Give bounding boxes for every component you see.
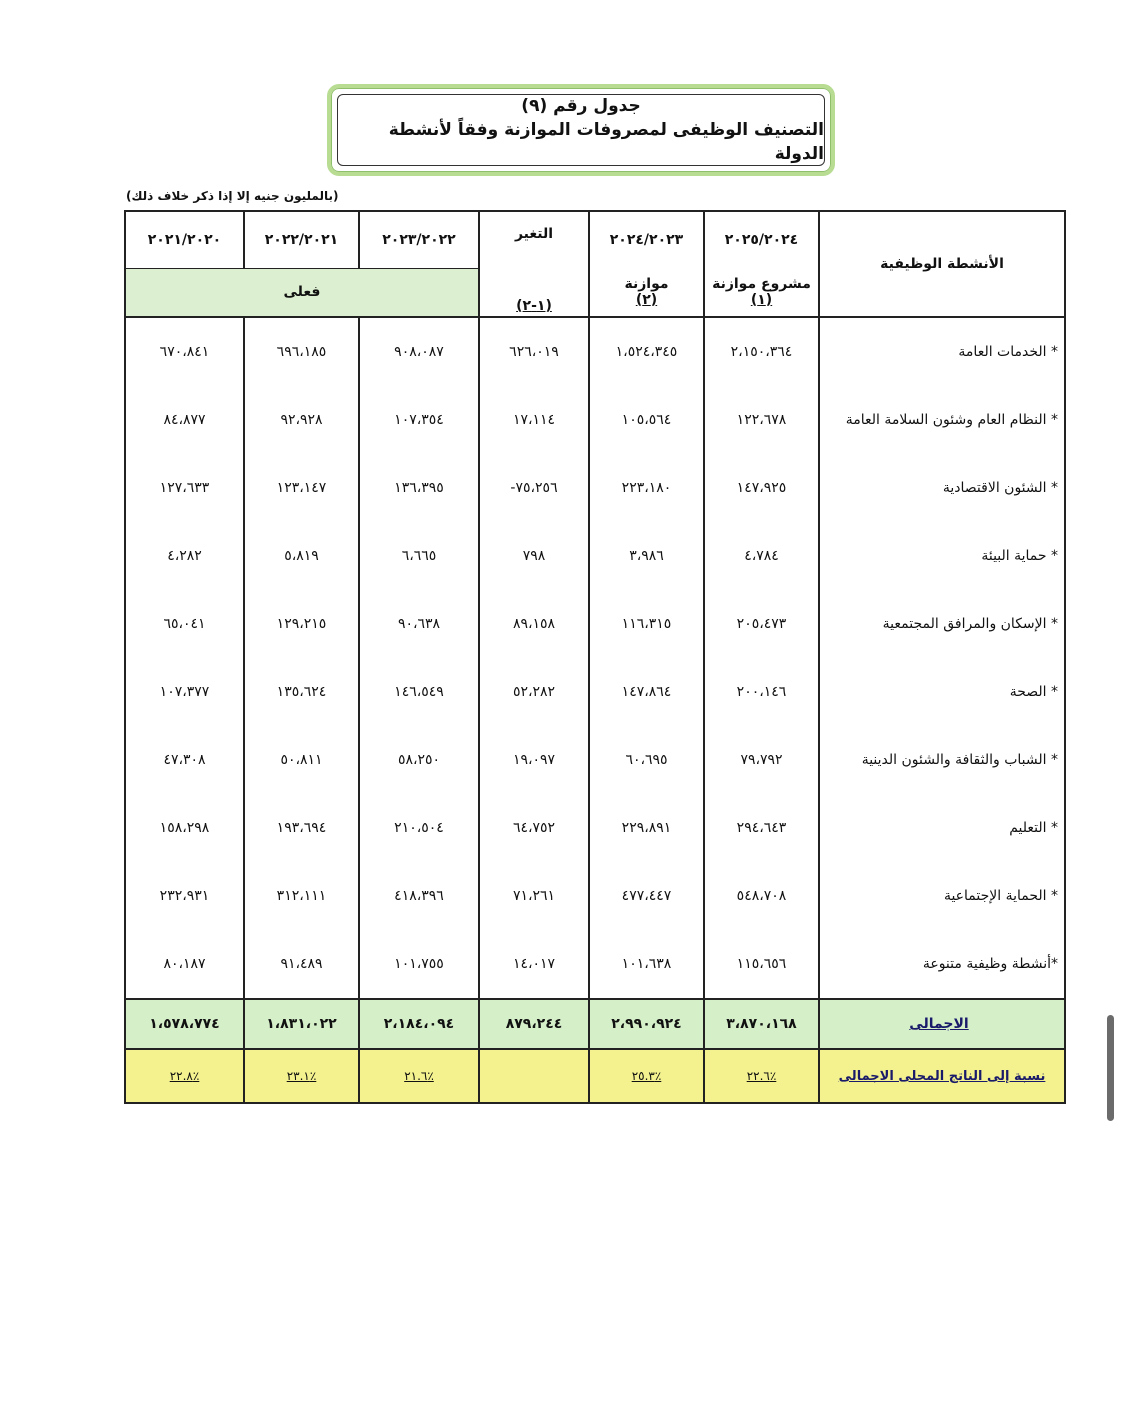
value-cell: ٢،١٥٠،٣٦٤	[704, 317, 819, 386]
total-value: ١،٥٧٨،٧٧٤	[125, 999, 244, 1049]
value-cell: ٢٢٣،١٨٠	[589, 454, 704, 522]
value-cell: ١٤٧،٩٢٥	[704, 454, 819, 522]
value-cell: ٨٠،١٨٧	[125, 930, 244, 999]
table-row	[125, 726, 1065, 794]
total-value: ١،٨٣١،٠٢٢	[244, 999, 359, 1049]
header-col2-subtitle: موازنة	[624, 276, 669, 292]
value-cell: ٦٥،٠٤١	[125, 590, 244, 658]
value-cell: ٢١٠،٥٠٤	[359, 794, 479, 862]
table-row	[125, 590, 1065, 658]
value-cell: ٥،٨١٩	[244, 522, 359, 590]
value-cell: ٥٨،٢٥٠	[359, 726, 479, 794]
table-body	[125, 317, 1065, 999]
value-cell: ١٥٨،٢٩٨	[125, 794, 244, 862]
activity-label: * حماية البيئة	[819, 522, 1065, 590]
ratio-value: ٪٢٢.٦	[704, 1049, 819, 1103]
value-cell: ١٩٣،٦٩٤	[244, 794, 359, 862]
value-cell: ١٢٣،١٤٧	[244, 454, 359, 522]
header-col1-subtitle: مشروع موازنة	[712, 276, 811, 292]
table-row	[125, 522, 1065, 590]
value-cell: ١٠١،٦٣٨	[589, 930, 704, 999]
table-row	[125, 862, 1065, 930]
ratio-value: ٪٢٢.٨	[125, 1049, 244, 1103]
title-box	[327, 84, 835, 176]
value-cell: ٢٩٤،٦٤٣	[704, 794, 819, 862]
table-row	[125, 317, 1065, 386]
table-number: جدول رقم (٩)	[521, 96, 641, 116]
value-cell: ١١٥،٦٥٦	[704, 930, 819, 999]
header-activities: الأنشطة الوظيفية	[819, 211, 1065, 317]
ratio-value: ٪٢١.٦	[359, 1049, 479, 1103]
value-cell: ٢٢٩،٨٩١	[589, 794, 704, 862]
value-cell: ٥٠،٨١١	[244, 726, 359, 794]
value-cell: ٩٠٨،٠٨٧	[359, 317, 479, 386]
value-cell: ٦،٦٦٥	[359, 522, 479, 590]
table-title: التصنيف الوظيفى لمصروفات الموازنة وفقاً لأنشطة الدولة	[388, 120, 824, 164]
activity-label: * الشباب والثقافة والشئون الدينية	[819, 726, 1065, 794]
value-cell: ٩٢،٩٢٨	[244, 386, 359, 454]
total-label-cell	[819, 999, 1065, 1049]
header-change: التغير	[479, 211, 589, 268]
header-col6-year: ٢٠٢١/٢٠٢٠	[125, 211, 244, 268]
value-cell: ٢٣٢،٩٣١	[125, 862, 244, 930]
value-cell: ١٧،١١٤	[479, 386, 589, 454]
value-cell: ١،٥٢٤،٣٤٥	[589, 317, 704, 386]
value-cell: ١٠٥،٥٦٤	[589, 386, 704, 454]
ratio-value: ٪٢٣.١	[244, 1049, 359, 1103]
budget-table	[124, 210, 1066, 1104]
activity-label: * التعليم	[819, 794, 1065, 862]
value-cell: ٢٠٠،١٤٦	[704, 658, 819, 726]
value-cell: ٩٠،٦٣٨	[359, 590, 479, 658]
value-cell: ١٩،٠٩٧	[479, 726, 589, 794]
header-col2-year: ٢٠٢٤/٢٠٢٣	[589, 211, 704, 268]
activity-label: *أنشطة وظيفية متنوعة	[819, 930, 1065, 999]
scrollbar[interactable]	[1107, 1015, 1114, 1121]
table-row	[125, 658, 1065, 726]
total-value: ٣،٨٧٠،١٦٨	[704, 999, 819, 1049]
activity-label: * الشئون الاقتصادية	[819, 454, 1065, 522]
header-col1-year: ٢٠٢٥/٢٠٢٤	[704, 211, 819, 268]
activity-label: * الإسكان والمرافق المجتمعية	[819, 590, 1065, 658]
value-cell: ٣،٩٨٦	[589, 522, 704, 590]
title-inner	[337, 94, 825, 166]
value-cell: ٧٩،٧٩٢	[704, 726, 819, 794]
value-cell: ٢٠٥،٤٧٣	[704, 590, 819, 658]
value-cell: ١٤٦،٥٤٩	[359, 658, 479, 726]
activity-label: * الصحة	[819, 658, 1065, 726]
ratio-value: ٪٢٥.٣	[589, 1049, 704, 1103]
value-cell: ٤،٢٨٢	[125, 522, 244, 590]
value-cell: ١٠٧،٣٧٧	[125, 658, 244, 726]
unit-note: (بالمليون جنيه إلا إذا ذكر خلاف ذلك)	[126, 189, 339, 203]
activity-label: * الحماية الإجتماعية	[819, 862, 1065, 930]
value-cell: ٥٢،٢٨٢	[479, 658, 589, 726]
value-cell: ١٢٧،٦٣٣	[125, 454, 244, 522]
value-cell: ٧٥،٢٥٦-	[479, 454, 589, 522]
value-cell: ٨٤،٨٧٧	[125, 386, 244, 454]
value-cell: ١٢٩،٢١٥	[244, 590, 359, 658]
value-cell: ١٤٧،٨٦٤	[589, 658, 704, 726]
value-cell: ٦٢٦،٠١٩	[479, 317, 589, 386]
ratio-label: نسبة إلى الناتج المحلى الاجمالى	[838, 1068, 1046, 1084]
header-actual: فعلى	[125, 268, 479, 317]
value-cell: ١٠١،٧٥٥	[359, 930, 479, 999]
header-col1-sub	[704, 268, 819, 317]
value-cell: ٥٤٨،٧٠٨	[704, 862, 819, 930]
header-col2-number: (٢)	[635, 292, 658, 308]
ratio-label-cell	[819, 1049, 1065, 1103]
activity-label: * النظام العام وشئون السلامة العامة	[819, 386, 1065, 454]
value-cell: ٦٤،٧٥٢	[479, 794, 589, 862]
value-cell: ١٢٢،٦٧٨	[704, 386, 819, 454]
ratio-value	[479, 1049, 589, 1103]
header-col2-sub	[589, 268, 704, 317]
value-cell: ١٠٧،٣٥٤	[359, 386, 479, 454]
activity-label: * الخدمات العامة	[819, 317, 1065, 386]
change-formula: (١-٢)	[516, 298, 552, 314]
value-cell: ٩١،٤٨٩	[244, 930, 359, 999]
value-cell: ٦٧٠،٨٤١	[125, 317, 244, 386]
table-row	[125, 794, 1065, 862]
value-cell: ٦٩٦،١٨٥	[244, 317, 359, 386]
header-col5-year: ٢٠٢٢/٢٠٢١	[244, 211, 359, 268]
header-change-formula	[479, 268, 589, 317]
value-cell: ١١٦،٣١٥	[589, 590, 704, 658]
total-value: ٢،١٨٤،٠٩٤	[359, 999, 479, 1049]
total-value: ٨٧٩،٢٤٤	[479, 999, 589, 1049]
value-cell: ٧٩٨	[479, 522, 589, 590]
table-row	[125, 930, 1065, 999]
value-cell: ٨٩،١٥٨	[479, 590, 589, 658]
value-cell: ١٣٦،٣٩٥	[359, 454, 479, 522]
value-cell: ٤٧٧،٤٤٧	[589, 862, 704, 930]
table-row	[125, 454, 1065, 522]
table-row	[125, 386, 1065, 454]
value-cell: ٤،٧٨٤	[704, 522, 819, 590]
total-value: ٢،٩٩٠،٩٢٤	[589, 999, 704, 1049]
value-cell: ١٤،٠١٧	[479, 930, 589, 999]
value-cell: ٧١،٢٦١	[479, 862, 589, 930]
value-cell: ١٣٥،٦٢٤	[244, 658, 359, 726]
value-cell: ٤٧،٣٠٨	[125, 726, 244, 794]
value-cell: ٣١٢،١١١	[244, 862, 359, 930]
value-cell: ٤١٨،٣٩٦	[359, 862, 479, 930]
ratio-row	[125, 1049, 1065, 1103]
total-label: الاجمالى	[909, 1016, 969, 1032]
header-col1-number: (١)	[750, 292, 773, 308]
total-row	[125, 999, 1065, 1049]
value-cell: ٦٠،٦٩٥	[589, 726, 704, 794]
header-col4-year: ٢٠٢٣/٢٠٢٢	[359, 211, 479, 268]
